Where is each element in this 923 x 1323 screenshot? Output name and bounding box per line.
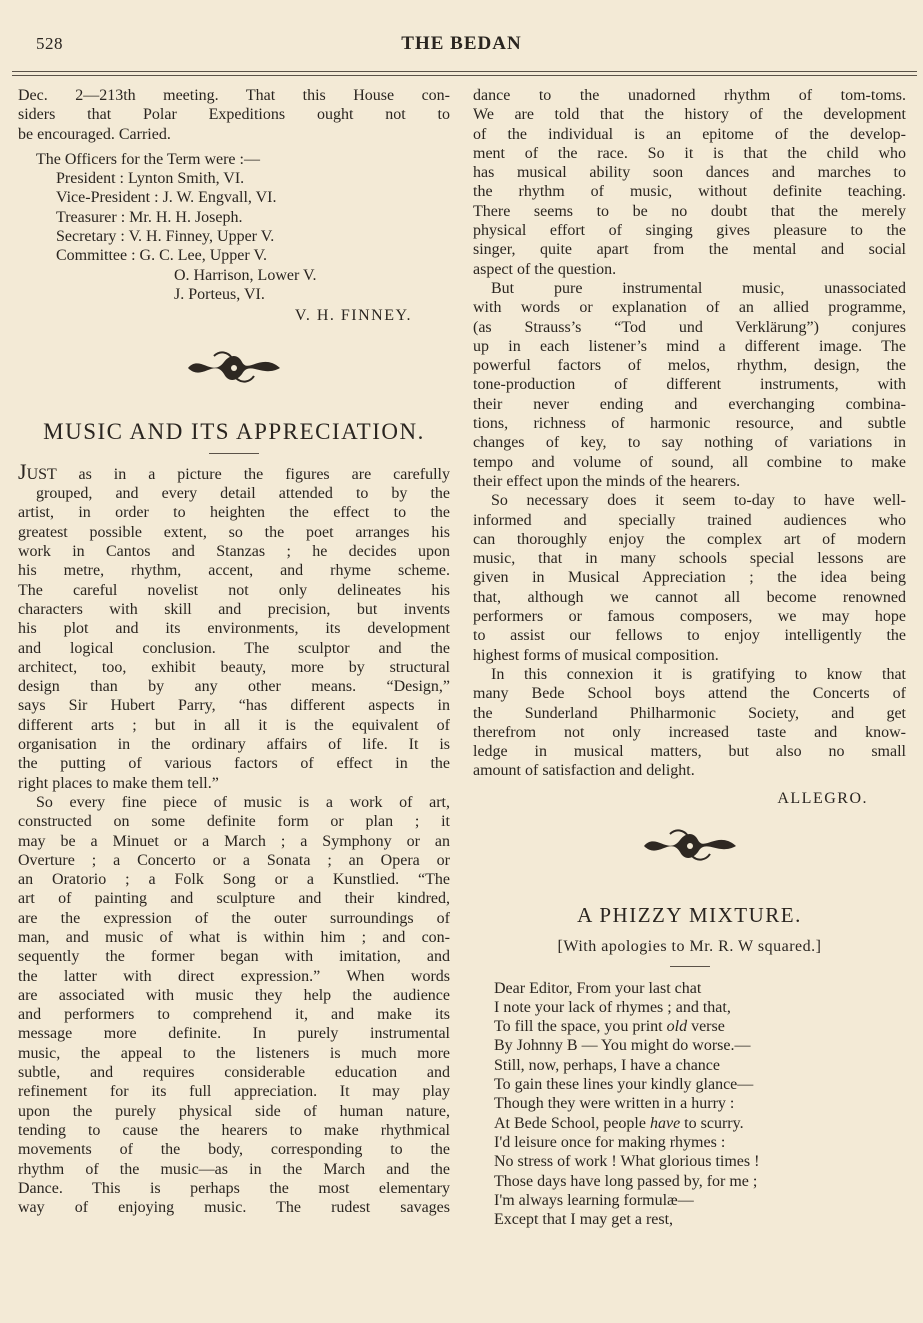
officer-line: Treasurer : Mr. H. H. Joseph. bbox=[56, 208, 243, 226]
body-line: and performers to comprehend it, and make its bbox=[18, 1006, 450, 1024]
poem-italic: old bbox=[666, 1018, 688, 1036]
body-line: the Sunderland Philharmonic Society, and get bbox=[473, 704, 906, 722]
body-line: message more definite. In purely instrumental bbox=[18, 1025, 450, 1043]
body-line: But pure instrumental music, unassociated bbox=[491, 279, 906, 297]
poem-line: No stress of work ! What glorious times ! bbox=[494, 1153, 760, 1171]
body-line: highest forms of musical composition. bbox=[473, 646, 719, 664]
minutes-line: siders that Polar Expeditions ought not to bbox=[18, 106, 450, 124]
signature-finney: V. H. FINNEY. bbox=[294, 307, 412, 325]
running-head: THE BEDAN bbox=[401, 33, 522, 54]
body-line: different arts ; but in all it is the equivalent of bbox=[18, 716, 450, 734]
header-rule bbox=[12, 71, 917, 72]
body-line: Dance. This is perhaps the most elementary bbox=[18, 1179, 450, 1197]
ornament-icon bbox=[640, 826, 740, 866]
body-line: ledge in musical matters, but also no small bbox=[473, 743, 906, 761]
poem-line bbox=[473, 1017, 906, 1036]
poem-line: I note your lack of rhymes ; and that, bbox=[494, 998, 731, 1016]
body-line: upon the purely physical side of human nature, bbox=[18, 1102, 450, 1120]
body-line: informed and specially trained audiences who bbox=[473, 511, 906, 529]
poem-line: I'm always learning formulæ— bbox=[494, 1191, 694, 1209]
body-line: powerful factors of melos, rhythm, design, the bbox=[473, 357, 906, 375]
body-line: way of enjoying music. The rudest savages bbox=[18, 1199, 450, 1217]
body-line: architect, too, exhibit beauty, more by structural bbox=[18, 658, 450, 676]
minutes-line: Dec. 2—213th meeting. That this House con- bbox=[18, 87, 450, 104]
body-line: changes of key, to say nothing of variations in bbox=[473, 434, 906, 452]
poem-line: Those days have long passed by, for me ; bbox=[494, 1172, 758, 1190]
body-line: tempo and volume of sound, all combine to make bbox=[473, 453, 906, 471]
poem-line: By Johnny B — You might do worse.— bbox=[494, 1037, 751, 1055]
poem-line: Dear Editor, From your last chat bbox=[494, 979, 702, 997]
body-line: design than by any other means. “Design,” bbox=[18, 678, 450, 696]
article-first-line bbox=[18, 458, 450, 484]
left-column bbox=[18, 86, 450, 1217]
poem-text: To fill the space, you print bbox=[494, 1018, 667, 1036]
poem-line bbox=[473, 1114, 906, 1133]
poem-subtitle: [With apologies to Mr. R. W squared.] bbox=[557, 938, 822, 956]
body-line: performers or famous composers, we may hope bbox=[473, 608, 906, 626]
officer-line: Secretary : V. H. Finney, Upper V. bbox=[56, 228, 275, 246]
officer-line: Vice-President : J. W. Engvall, VI. bbox=[56, 189, 277, 207]
body-line: (as Strauss’s “Tod und Verklärung”) conjures bbox=[473, 318, 906, 336]
poem-line: I'd leisure once for making rhymes : bbox=[494, 1133, 726, 1151]
body-line: amount of satisfaction and delight. bbox=[473, 762, 695, 780]
body-line: the rhythm of music, without definite teaching. bbox=[473, 183, 906, 201]
header-rule-thin bbox=[12, 75, 917, 76]
committee-line: J. Porteus, VI. bbox=[174, 285, 265, 303]
body-line: tions, richness of harmonic resource, and subtle bbox=[473, 415, 906, 433]
first-line-text: UST as in a picture the figures are carefully bbox=[26, 465, 450, 483]
body-line: tending to cause the hearers to make rhythmical bbox=[18, 1121, 450, 1139]
body-line: art of painting and sculpture and their kindred, bbox=[18, 890, 450, 908]
committee-line: O. Harrison, Lower V. bbox=[174, 266, 317, 284]
page-number: 528 bbox=[36, 34, 63, 53]
body-line: may be a Minuet or a March ; a Symphony or an bbox=[18, 832, 450, 850]
poem-text: to scurry. bbox=[680, 1114, 744, 1132]
body-line: given in Musical Appreciation ; the idea being bbox=[473, 569, 906, 587]
body-line: music, the appeal to the listeners is much more bbox=[18, 1044, 450, 1062]
body-line: organisation in the ordinary affairs of life. It is bbox=[18, 736, 450, 754]
body-line: The careful novelist not only delineates his bbox=[18, 581, 450, 599]
body-line: movements of the body, corresponding to the bbox=[18, 1141, 450, 1159]
poem-line: To gain these lines your kindly glance— bbox=[494, 1076, 754, 1094]
body-line: work in Cantos and Stanzas ; he decides upon bbox=[18, 543, 450, 561]
poem-line: Except that I may get a rest, bbox=[494, 1211, 674, 1229]
poem-title: A PHIZZY MIXTURE. bbox=[577, 902, 802, 927]
officers-heading: The Officers for the Term were :— bbox=[36, 150, 260, 168]
body-line: their never ending and everchanging combina- bbox=[473, 395, 906, 413]
body-line: So every fine piece of music is a work of art, bbox=[36, 793, 450, 811]
body-line: are associated with music they help the audience bbox=[18, 986, 450, 1004]
body-line: physical effort of singing gives pleasure to the bbox=[473, 222, 906, 240]
signature-allegro: ALLEGRO. bbox=[777, 789, 868, 807]
debate-minutes bbox=[18, 86, 450, 144]
body-line: constructed on some definite form or plan ; it bbox=[18, 813, 450, 831]
body-line: to assist our fellows to enjoy intelligently the bbox=[473, 627, 906, 645]
drop-cap: J bbox=[18, 458, 27, 484]
body-line: an Oratorio ; a Folk Song or a Kunstlied. “The bbox=[18, 871, 450, 889]
body-line: of the individual is an epitome of the develop- bbox=[473, 125, 906, 143]
body-line: grouped, and every detail attended to by the bbox=[36, 485, 450, 503]
body-line: In this connexion it is gratifying to know that bbox=[491, 665, 906, 683]
body-line: We are told that the history of the development bbox=[473, 106, 906, 124]
body-line: that, although we cannot all become renowned bbox=[473, 588, 906, 606]
body-line: man, and music of what is within him ; and con- bbox=[18, 928, 450, 946]
minutes-line: be encouraged. Carried. bbox=[18, 125, 171, 143]
body-line: their effect upon the minds of the hearers. bbox=[473, 472, 741, 490]
body-line: up in each listener’s mind a different image. The bbox=[473, 337, 906, 355]
body-line: subtle, and requires considerable education and bbox=[18, 1064, 450, 1082]
body-line: ment of the race. So it is that the child who bbox=[473, 144, 906, 162]
body-line: artist, in order to heighten the effect to the bbox=[18, 504, 450, 522]
body-line: with words or explanation of an allied programme, bbox=[473, 299, 906, 317]
body-line: his metre, rhythm, accent, and rhyme scheme. bbox=[18, 562, 450, 580]
body-line: has musical ability soon dances and marches to bbox=[473, 164, 906, 182]
title-rule bbox=[209, 453, 259, 454]
body-line: aspect of the question. bbox=[473, 260, 617, 278]
body-line: tone-production of different instruments, with bbox=[473, 376, 906, 394]
poem-italic: have bbox=[649, 1114, 681, 1132]
article-title: MUSIC AND ITS APPRECIATION. bbox=[43, 418, 425, 444]
right-column bbox=[473, 86, 906, 1229]
body-line: dance to the unadorned rhythm of tom-toms. bbox=[473, 87, 906, 104]
body-line: can thoroughly enjoy the complex art of modern bbox=[473, 530, 906, 548]
body-line: the putting of various factors of effect in the bbox=[18, 755, 450, 773]
body-line: right places to make them tell.” bbox=[18, 774, 219, 792]
body-line: therefrom not only increased taste and know- bbox=[473, 723, 906, 741]
poem-line: Still, now, perhaps, I have a chance bbox=[494, 1056, 720, 1074]
body-line: the latter with direct expression.” When words bbox=[18, 967, 450, 985]
body-line: are the expression of the outer surroundings of bbox=[18, 909, 450, 927]
body-line: Overture ; a Concerto or a Sonata ; an Opera or bbox=[18, 851, 450, 869]
body-line: There seems to be no doubt that the merely bbox=[473, 202, 906, 220]
poem-text: At Bede School, people bbox=[494, 1114, 650, 1132]
body-line: greatest possible extent, so the poet arranges his bbox=[18, 523, 450, 541]
body-line: sequently the former began with imitation, and bbox=[18, 948, 450, 966]
body-line: music, that in many schools special lessons are bbox=[473, 550, 906, 568]
officer-line: President : Lynton Smith, VI. bbox=[56, 170, 245, 188]
body-line: many Bede School boys attend the Concerts of bbox=[473, 685, 906, 703]
ornament-icon bbox=[184, 348, 284, 388]
body-line: rhythm of the music—as in the March and the bbox=[18, 1160, 450, 1178]
body-line: refinement for its full appreciation. It may play bbox=[18, 1083, 450, 1101]
officer-line: Committee : G. C. Lee, Upper V. bbox=[56, 247, 267, 265]
poem-text: verse bbox=[687, 1018, 725, 1036]
body-line: singer, quite apart from the mental and social bbox=[473, 241, 906, 259]
body-line: So necessary does it seem to-day to have well- bbox=[491, 492, 906, 510]
body-line: his plot and its environments, its development bbox=[18, 620, 450, 638]
body-line: characters with skill and precision, but invents bbox=[18, 600, 450, 618]
body-line: says Sir Hubert Parry, “has different aspects in bbox=[18, 697, 450, 715]
title-rule bbox=[670, 966, 710, 967]
body-line: and logical conclusion. The sculptor and the bbox=[18, 639, 450, 657]
poem-line: Though they were written in a hurry : bbox=[494, 1095, 735, 1113]
